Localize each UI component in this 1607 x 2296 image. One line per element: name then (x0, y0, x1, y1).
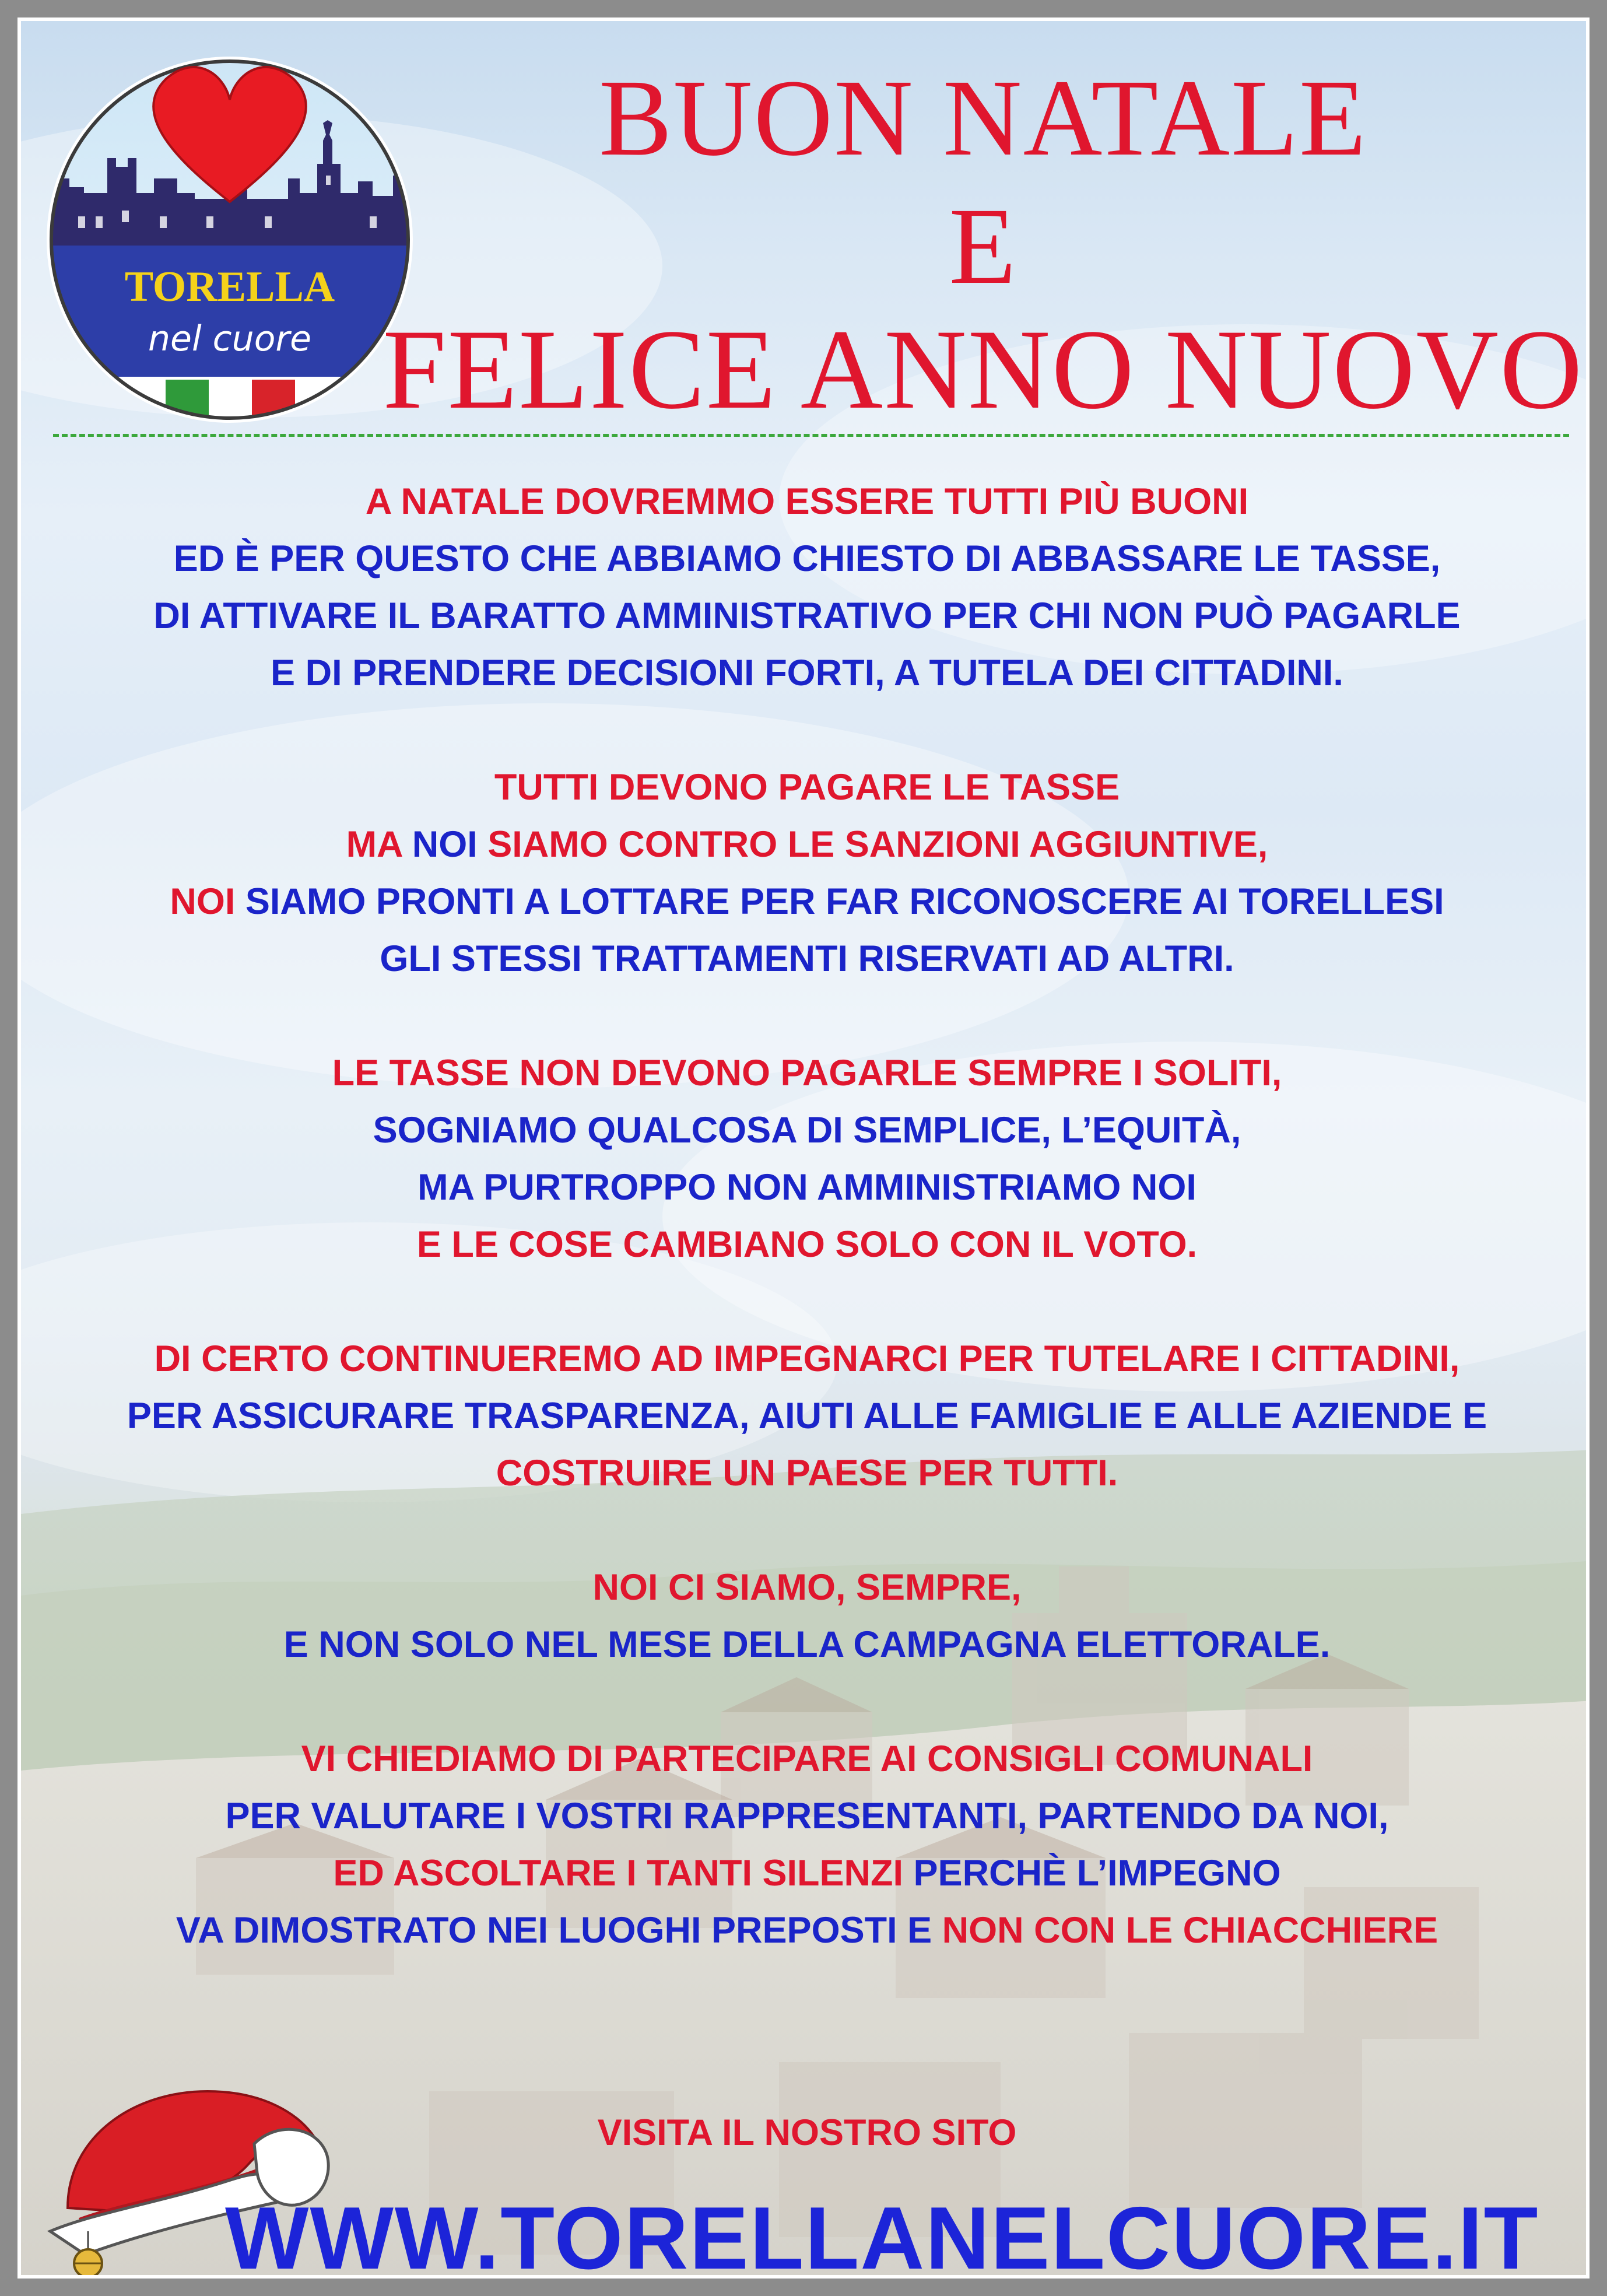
message-line (21, 1616, 1590, 1673)
message-line (21, 816, 1590, 873)
message-segment: PERCHÈ L’IMPEGNO (913, 1853, 1281, 1894)
message-segment: A NATALE DOVREMMO ESSERE TUTTI PIÙ BUONI (365, 481, 1249, 522)
title-line-1: BUON NATALE (599, 57, 1367, 178)
message-segment: E DI PRENDERE DECISIONI FORTI, A TUTELA DEI CITTADINI. (271, 653, 1343, 693)
message-line (21, 1730, 1590, 1787)
paragraph-gap (21, 702, 1590, 759)
message-segment: ED ASCOLTARE I TANTI SILENZI (333, 1853, 914, 1894)
paragraph-gap (21, 1273, 1590, 1330)
message-line (21, 1445, 1590, 1502)
website-link[interactable]: WWW.TORELLANELCUORE.IT (225, 2189, 1539, 2279)
message-line (21, 930, 1590, 987)
message-segment: SIAMO PRONTI A LOTTARE PER FAR RICONOSCERE AI TORELLESI (245, 881, 1444, 922)
title-line-3: FELICE ANNO NUOVO (383, 306, 1584, 433)
message-line (21, 530, 1590, 587)
message-line (21, 1559, 1590, 1616)
message-segment: NOI (170, 881, 245, 922)
message-line (21, 759, 1590, 816)
dashed-divider (53, 434, 1569, 437)
title-line-2: E (949, 185, 1017, 307)
paragraph-gap (21, 1673, 1590, 1730)
logo-word-torella: TORELLA (124, 263, 335, 311)
message-segment: VA DIMOSTRATO NEI LUOGHI PREPOSTI E (176, 1910, 942, 1951)
torella-nel-cuore-logo (43, 53, 416, 426)
message-segment: SIAMO CONTRO LE SANZIONI AGGIUNTIVE, (487, 824, 1268, 865)
message-segment: NOI (412, 824, 488, 865)
message-segment: DI CERTO CONTINUEREMO AD IMPEGNARCI PER TUTELARE I CITTADINI, (154, 1338, 1460, 1379)
message-segment: TUTTI DEVONO PAGARE LE TASSE (494, 767, 1120, 808)
message-segment: PER VALUTARE I VOSTRI RAPPRESENTANTI, PARTENDO DA NOI, (225, 1796, 1389, 1836)
message-segment: NOI CI SIAMO, SEMPRE, (592, 1567, 1022, 1608)
message-segment: MA PURTROPPO NON AMMINISTRIAMO NOI (417, 1167, 1197, 1208)
message-line (21, 644, 1590, 702)
message-segment: COSTRUIRE UN PAESE PER TUTTI. (496, 1453, 1118, 1494)
message-line (21, 1787, 1590, 1845)
message-segment: DI ATTIVARE IL BARATTO AMMINISTRATIVO PER CHI NON PUÒ PAGARLE (153, 595, 1461, 636)
message-segment: E NON SOLO NEL MESE DELLA CAMPAGNA ELETTORALE. (283, 1624, 1331, 1665)
message-line (21, 1902, 1590, 1959)
message-line (21, 873, 1590, 930)
message-line (21, 1102, 1590, 1159)
message-segment: ED È PER QUESTO CHE ABBIAMO CHIESTO DI ABBASSARE LE TASSE, (173, 538, 1441, 579)
paragraph-gap (21, 1502, 1590, 1559)
message-line (21, 1330, 1590, 1387)
message-segment: MA (346, 824, 412, 865)
message-body (21, 473, 1590, 1959)
visit-our-site-label: VISITA IL NOSTRO SITO (597, 2112, 1017, 2153)
message-segment: PER ASSICURARE TRASPARENZA, AIUTI ALLE FAMIGLIE E ALLE AZIENDE E (127, 1396, 1487, 1436)
message-segment: LE TASSE NON DEVONO PAGARLE SEMPRE I SOLITI, (332, 1053, 1282, 1093)
paragraph-gap (21, 987, 1590, 1044)
logo-word-nel-cuore: nel cuore (148, 318, 311, 359)
message-line (21, 587, 1590, 644)
message-segment: GLI STESSI TRATTAMENTI RISERVATI AD ALTRI. (380, 938, 1234, 979)
message-line (21, 1845, 1590, 1902)
message-line (21, 473, 1590, 530)
message-line (21, 1387, 1590, 1445)
message-segment: NON CON LE CHIACCHIERE (942, 1910, 1438, 1951)
message-line (21, 1159, 1590, 1216)
message-segment: E LE COSE CAMBIANO SOLO CON IL VOTO. (416, 1224, 1198, 1265)
message-line (21, 1044, 1590, 1102)
message-segment: SOGNIAMO QUALCOSA DI SEMPLICE, L’EQUITÀ, (373, 1110, 1241, 1151)
poster (17, 17, 1590, 2279)
message-line (21, 1216, 1590, 1273)
message-segment: VI CHIEDIAMO DI PARTECIPARE AI CONSIGLI COMUNALI (301, 1738, 1313, 1779)
